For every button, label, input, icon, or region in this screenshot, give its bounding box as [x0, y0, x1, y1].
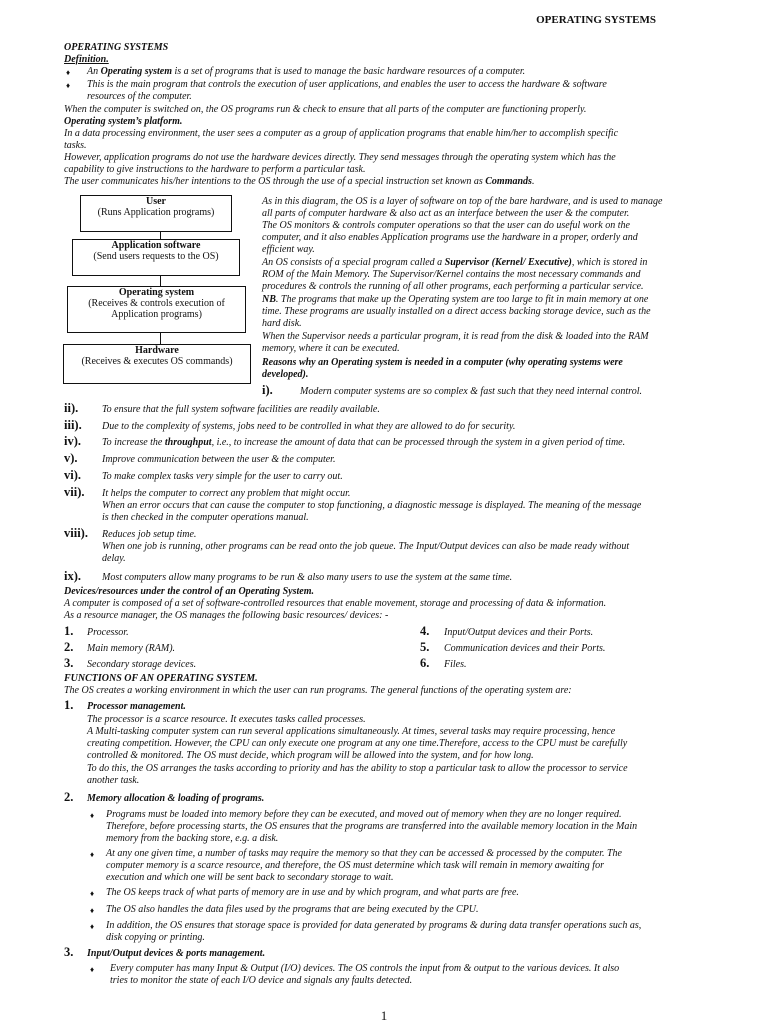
list-item: Most computers allow many programs to be run & also many users to use the system at the same time. — [102, 572, 513, 583]
diagram-box-hardware: Hardware (Receives & executes OS commands) — [63, 344, 251, 384]
device-item: Secondary storage devices. — [87, 659, 197, 670]
function-title: Input/Output devices & ports management. — [87, 948, 266, 959]
definition-heading: Definition. — [64, 54, 109, 65]
list-number: vi). — [64, 468, 82, 482]
functions-heading: FUNCTIONS OF AN OPERATING SYSTEM. — [64, 673, 258, 684]
function-text: creating competition. However, the CPU can only execute one program at any one time.Therefore, access to the CPU must be carefully — [87, 738, 628, 749]
list-number: 6. — [420, 656, 430, 670]
diamond-bullet-icon: ♦ — [66, 81, 71, 90]
function-bullet: In addition, the OS ensures that storage space is provided for data generated by programs & during data transfer operations such as, — [106, 920, 642, 931]
list-number: 2. — [64, 640, 74, 654]
platform-heading: Operating system’s platform. — [64, 116, 183, 127]
list-number: ix). — [64, 569, 82, 583]
function-text: another task. — [87, 775, 140, 786]
list-item: It helps the computer to correct any problem that might occur. — [102, 488, 351, 499]
list-item-cont: delay. — [102, 553, 126, 564]
list-number: 1. — [64, 698, 74, 712]
function-bullet-cont: computer memory is a scarce resource, and therefore, the OS must determine which task will remain in memory awaiting for — [106, 860, 604, 871]
diagram-box-user: User (Runs Application programs) — [80, 195, 232, 232]
list-number: vii). — [64, 485, 85, 499]
side-paragraph: When the Supervisor needs a particular program, it is read from the disk & loaded into the RAM — [262, 331, 649, 342]
list-number: 2. — [64, 790, 74, 804]
diamond-bullet-icon: ♦ — [90, 906, 95, 915]
device-item: Processor. — [87, 627, 129, 638]
list-item-cont: is then checked in the computer operations manual. — [102, 512, 309, 523]
paragraph: tasks. — [64, 140, 87, 151]
side-paragraph: memory, where it can be executed. — [262, 343, 400, 354]
diamond-bullet-icon: ♦ — [66, 68, 71, 77]
side-paragraph: As in this diagram, the OS is a layer of software on top of the bare hardware, and is used to manage — [262, 196, 663, 207]
paragraph: However, application programs do not use the hardware devices directly. They send messages through the operating system which has the — [64, 152, 616, 163]
diagram-connector — [160, 275, 161, 286]
function-text: controlled & monitored. The OS must decide, which program will be allowed into the system, and for how long. — [87, 750, 534, 761]
side-paragraph: An OS consists of a special program called a Supervisor (Kernel/ Executive), which is stored in — [262, 257, 648, 268]
paragraph: When the computer is switched on, the OS programs run & check to ensure that all parts of the computer are functioning properly. — [64, 104, 587, 115]
list-number: iii). — [64, 418, 82, 432]
function-title: Memory allocation & loading of programs. — [87, 793, 265, 804]
side-paragraph: efficient way. — [262, 244, 315, 255]
list-number: iv). — [64, 434, 82, 448]
paragraph: capability to give instructions to the hardware to perform a particular task. — [64, 164, 366, 175]
list-item: To make complex tasks very simple for the user to carry out. — [102, 471, 343, 482]
side-paragraph: ROM of the Main Memory. The Supervisor/Kernel contains the most necessary commands and — [262, 269, 641, 280]
diamond-bullet-icon: ♦ — [90, 922, 95, 931]
diamond-bullet-icon: ♦ — [90, 850, 95, 859]
list-item: Due to the complexity of systems, jobs need to be controlled in what they are allowed to do for security. — [102, 421, 516, 432]
diagram-box-application-software: Application software (Send users requests to the OS) — [72, 239, 240, 276]
function-bullet-cont: disk copying or printing. — [106, 932, 205, 943]
list-number: 3. — [64, 945, 74, 959]
paragraph: The user communicates his/her intentions to the OS through the use of a special instruction set known as Commands. — [64, 176, 535, 187]
list-number: v). — [64, 451, 78, 465]
side-paragraph: procedures & controls the running of all other programs, each performing a particular service. — [262, 281, 644, 292]
device-item: Communication devices and their Ports. — [444, 643, 606, 654]
list-item-cont: When one job is running, other programs can be read onto the job queue. The Input/Output devices can also be made ready without — [102, 541, 630, 552]
list-item: To increase the throughput, i.e., to increase the amount of data that can be processed through the system in a given period of time. — [102, 437, 626, 448]
list-number: i). — [262, 383, 273, 397]
device-item: Files. — [444, 659, 467, 670]
function-text: The processor is a scarce resource. It executes tasks called processes. — [87, 714, 366, 725]
device-item: Input/Output devices and their Ports. — [444, 627, 594, 638]
list-number: viii). — [64, 526, 88, 540]
section-title: OPERATING SYSTEMS — [64, 42, 169, 53]
side-paragraph: all parts of computer hardware & also act as an interface between the user & the computer. — [262, 208, 630, 219]
diagram-box-operating-system: Operating system (Receives & controls execution of Application programs) — [67, 286, 246, 333]
side-paragraph: The OS monitors & controls computer operations so that the user can do useful work on the — [262, 220, 630, 231]
side-paragraph: time. These programs are usually installed on a direct access backing storage device, such as the — [262, 306, 651, 317]
definition-item: This is the main program that controls the execution of user applications, and enables the user to access the hardware & software — [87, 79, 607, 90]
side-paragraph: computer, and it also enables Application programs use the hardware in a proper, orderly and — [262, 232, 638, 243]
function-text: A Multi-tasking computer system can run several applications simultaneously. At times, several tasks may require processing, hence — [87, 726, 616, 737]
device-item: Main memory (RAM). — [87, 643, 176, 654]
function-bullet: The OS also handles the data files used by the programs that are being executed by the CPU. — [106, 904, 479, 915]
side-paragraph: hard disk. — [262, 318, 302, 329]
function-text: To do this, the OS arranges the tasks according to priority and has the ability to stop a particular task to allow the processor to service — [87, 763, 628, 774]
diamond-bullet-icon: ♦ — [90, 811, 95, 820]
reasons-heading: Reasons why an Operating system is needed in a computer (why operating systems were — [262, 357, 623, 368]
function-title: Processor management. — [87, 701, 186, 712]
diamond-bullet-icon: ♦ — [90, 965, 95, 974]
function-bullet: The OS keeps track of what parts of memory are in use and by which program, and what parts are free. — [106, 887, 519, 898]
diagram-connector — [160, 231, 161, 239]
function-bullet-cont: memory from the backing store, e.g. a disk. — [106, 833, 279, 844]
function-bullet: Every computer has many Input & Output (I/O) devices. The OS controls the input from & output to the various devices. It also — [110, 963, 620, 974]
function-bullet-cont: tries to monitor the state of each I/O device and signals any faults detected. — [110, 975, 413, 986]
list-number: 3. — [64, 656, 74, 670]
diagram-connector — [160, 332, 161, 344]
list-item: To ensure that the full system software facilities are readily available. — [102, 404, 380, 415]
running-header: OPERATING SYSTEMS — [536, 14, 656, 26]
page-number: 1 — [380, 1008, 388, 1023]
list-item-cont: When an error occurs that can cause the computer to stop functioning, a diagnostic message is displayed. The meaning of the message — [102, 500, 642, 511]
list-number: 5. — [420, 640, 430, 654]
reasons-heading: developed). — [262, 369, 309, 380]
function-bullet-cont: Therefore, before processing starts, the OS ensures that the programs are transferred into the available memory location in the Main — [106, 821, 638, 832]
paragraph: The OS creates a working environment in which the user can run programs. The general functions of the operating system are: — [64, 685, 572, 696]
paragraph: As a resource manager, the OS manages the following basic resources/ devices: - — [64, 610, 389, 621]
list-item: Modern computer systems are so complex & fast such that they need internal control. — [300, 386, 642, 397]
side-paragraph: NB. The programs that make up the Operating system are too large to fit in main memory at one — [262, 294, 649, 305]
function-bullet-cont: execution and which one will be sent back to secondary storage to wait. — [106, 872, 394, 883]
devices-heading: Devices/resources under the control of an Operating System. — [64, 586, 314, 597]
list-number: ii). — [64, 401, 79, 415]
list-number: 4. — [420, 624, 430, 638]
list-number: 1. — [64, 624, 74, 638]
function-bullet: At any one given time, a number of tasks may require the memory so that they can be accessed & processed by the computer. The — [106, 848, 622, 859]
definition-item-cont: resources of the computer. — [87, 91, 192, 102]
paragraph: In a data processing environment, the user sees a computer as a group of application programs that enable him/her to accomplish specific — [64, 128, 619, 139]
paragraph: A computer is composed of a set of software-controlled resources that enable movement, storage and processing of data & information. — [64, 598, 607, 609]
definition-item: An Operating system is a set of programs that is used to manage the basic hardware resources of a computer. — [87, 66, 526, 77]
function-bullet: Programs must be loaded into memory before they can be executed, and moved out of memory when they are no longer required. — [106, 809, 622, 820]
list-item: Reduces job setup time. — [102, 529, 197, 540]
list-item: Improve communication between the user & the computer. — [102, 454, 336, 465]
diamond-bullet-icon: ♦ — [90, 889, 95, 898]
